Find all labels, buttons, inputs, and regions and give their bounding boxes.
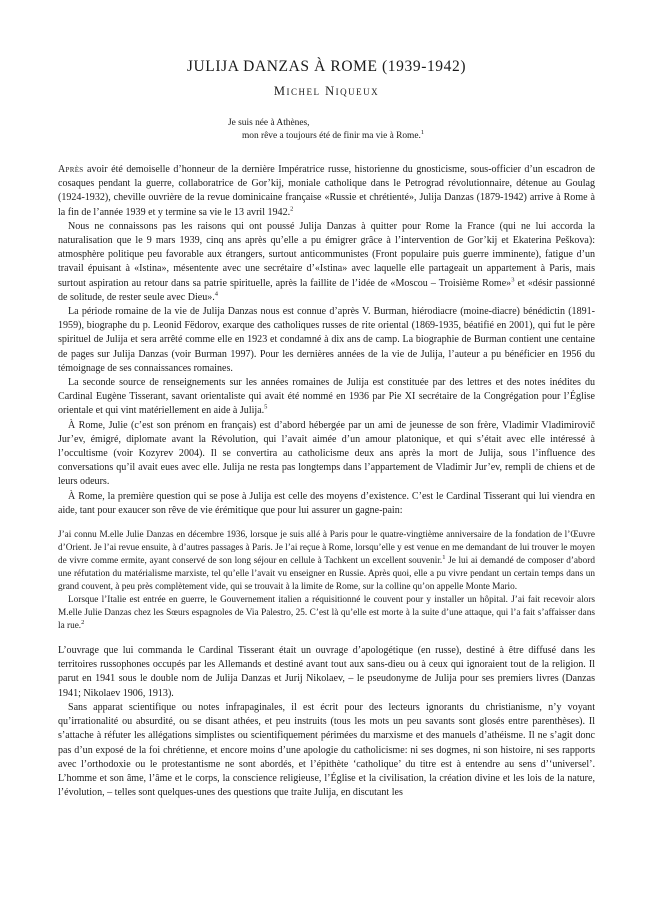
block-quote: [58, 529, 595, 633]
epigraph-line-2: [228, 130, 595, 143]
paragraph-sources-burman: [58, 305, 595, 376]
article-body: [58, 163, 595, 800]
paragraph-text: L’ouvrage que lui commanda le Cardinal Tisserant était un ouvrage d’apologétique (en russe), destiné à être diffusé dans les territoires russophones occupés par les Allemands et destiné avant tout aux sans-dieu ou à ceux qui ignoraient tout de la religion. Il parut en 1941 sous le double nom de Julija Danzas et Jurij Nikolaev, – le pseudonyme de Julija pour ses premiers livres (Danzas 1941; Nikolaev 1906, 1913).: [58, 645, 595, 699]
paragraph-sources-tisserant: [58, 376, 595, 419]
footnote-ref: 5: [264, 404, 268, 412]
epigraph-line-2-text: mon rêve a toujours été de finir ma vie à Rome.: [242, 131, 421, 141]
paragraph-text: La période romaine de la vie de Julija Danzas nous est connue d’après V. Burman, hiérodiacre (moine-diacre) bénédictin (1891-1959), biographe du p. Leonid Fëdorov, exarque des catholiques russes de rite oriental (1869-1935, béatifié en 2001), qui fut le père spirituel de Julija et sera arrêté comme elle en 1923 et condamné à dix ans de camp. La biographie de Burman contient une centaine de pages sur Julija Danzas (voir Burman 1997). Pour les dernières années de la vie de Julija, l’auteur a pu bénéficier en 1956 du témoignage de ses connaissances romaines.: [58, 306, 595, 374]
epigraph: [228, 117, 595, 143]
paragraph-text: Nous ne connaissons pas les raisons qui ont poussé Julija Danzas à quitter pour Rome la France (qui ne lui accorda la naturalisation que le 9 mars 1939, cinq ans après qu’elle a pu émigrer grâce à l’intervention de Gor’kij et Ekaterina Peškova): atmosphère politique peu favorable aux étrangers, surtout anticommunistes (Front populaire puis guerre imminente), fatigue d’un travail épuisant à «Istina», mésentente avec une secrétaire d’«Istina» avec laquelle elle partageait un appartement à Paris, mais surtout aspiration au retour dans sa patrie spirituelle, après la faillite de l’idée de «Moscou – Troisième Rome»: [58, 220, 595, 289]
paragraph-text: et «désir passionné de solitude, de rester seule avec Dieu».: [58, 277, 596, 303]
paragraph-text: La seconde source de renseignements sur les années romaines de Julija est constituée par des lettres et des notes inédites du Cardinal Eugène Tisserant, savant orientaliste qui avait été nommé en 1936 par Pie XI secrétaire de la Congrégation pour l’Église orientale et qui vint matériellement en aide à Julija.: [58, 377, 595, 417]
footnote-ref: 2: [81, 619, 85, 626]
quote-text: Lorsque l’Italie est entrée en guerre, le Gouvernement italien a réquisitionné le couvent pour y installer un hôpital. J’ai fait recevoir alors M.elle Julie Danzas chez les Sœurs espagnoles de Via Palestro, 25. C’est là qu’elle est morte à la suite d’une attaque, qui l’a fait s’affaisser dans la rue.: [58, 595, 595, 632]
quote-paragraph-2: [58, 594, 595, 633]
footnote-ref: 1: [420, 128, 425, 136]
footnote-ref: 2: [290, 205, 294, 213]
paragraph-text: À Rome, la première question qui se pose à Julija est celle des moyens d’existence. C’est le Cardinal Tisserant qui lui viendra en aide, tant pour exaucer son rêve de vie érémitique que pour lui assurer un gagne-pain:: [58, 490, 595, 516]
paragraph-reasons: [58, 220, 595, 305]
quote-paragraph-1: [58, 529, 595, 594]
paragraph-text: avoir été demoiselle d’honneur de la dernière Impératrice russe, historienne du gnosticisme, sous-officier d’un escadron de cosaques pendant la guerre, collaboratrice de Gor’kij, moniale catholique dans le Petrograd révolutionnaire, détenue au Goulag (1924-1932), cheville ouvrière de la revue dominicaine française «Russie et chrétienté», Julija Danzas (1879-1942) arrive à Rome à la fin de l’année 1939 et y termine sa vie le 13 avril 1942.: [58, 164, 595, 218]
paragraph-text: À Rome, Julie (c’est son prénom en français) est d’abord hébergée par un ami de jeunesse de son frère, Vladimir Vladimirovič Jur’ev, émigré, diplomate avant la Révolution, qui l’avait aimée d’un amour platonique, et qui s’était avec elle intéressé à l’occultisme (voir Kozyrev 2004). Il se convertira au catholicisme deux ans après la mort de Julija, sous l’influence des conversations qu’il avait eues avec elle. Julija ne resta pas longtemps dans l’appartement de Vladimir Jur’ev, rempli de chiens et de leurs odeurs.: [58, 419, 595, 488]
paragraph-jurev: [58, 419, 595, 490]
footnote-ref: 1: [442, 554, 446, 561]
epigraph-line-1: Je suis née à Athènes,: [228, 118, 310, 128]
lead-word: Après: [58, 164, 84, 175]
paragraph-content: [58, 701, 595, 800]
footnote-ref: 4: [214, 290, 219, 298]
paragraph-intro: [58, 163, 595, 220]
paragraph-existence: [58, 490, 595, 518]
quote-text: J’ai connu M.elle Julie Danzas en décembre 1936, lorsque je suis allé à Paris pour le quatre-vingtième anniversaire de la fondation de l’Œuvre d’Orient. Je l’ai revue ensuite, à d’autres passages à Paris. Je l’ai reçue à Rome, lorsqu’elle y est venue en me demandant de lui trouver le moyen de vivre comme ermite, ayant conservé de son long séjour en cellule à Tachkent un excellent souvenir.: [58, 530, 595, 567]
paragraph-apologetics: [58, 644, 595, 701]
quote-text: Je lui ai demandé de composer d’abord une réfutation du matérialisme marxiste, tel qu’elle l’avait vu enseigner en Russie. Après quoi, elle a pu vivre pendant un certain temps dans un grand couvent, à peu près complètement vide, qui se trouvait à la limite de Rome, sur la colline qu’on appelle Monte Mario.: [58, 556, 595, 593]
footnote-ref: 3: [511, 276, 515, 284]
paragraph-text: Sans apparat scientifique ou notes infrapaginales, il est écrit pour des lecteurs ignorants du christianisme, n’y voyant qu’irrationalité ou absurdité, ou se disant athées, et peu instruits (tous les mots un peu savants sont glosés entre parenthèses). Il s’attache à réfuter les allégations simplistes ou scientifiquement périmées du marxisme et des manuels d’athéisme. Il ne s’agit donc pas d’un exposé de la foi chrétienne, et encore moins d’une apologie du catholicisme: ni ses dogmes, ni son histoire, ni ses rapports avec l’orthodoxie ou le protestantisme ne sont abordés, et l’épithète ‘catholique’ du titre est à entendre au sens d’‘universel’. L’homme et son âme, l’âme et le corps, la conscience religieuse, l’Église et la civilisation, la création divine et les lois de la nature, l’évolution, – telles sont quelques-unes des questions que traite Julija, en discutant les: [58, 701, 595, 799]
article-title: JULIJA DANZAS À ROME (1939-1942): [186, 58, 467, 75]
article-author: Michel Niqueux: [273, 84, 380, 98]
